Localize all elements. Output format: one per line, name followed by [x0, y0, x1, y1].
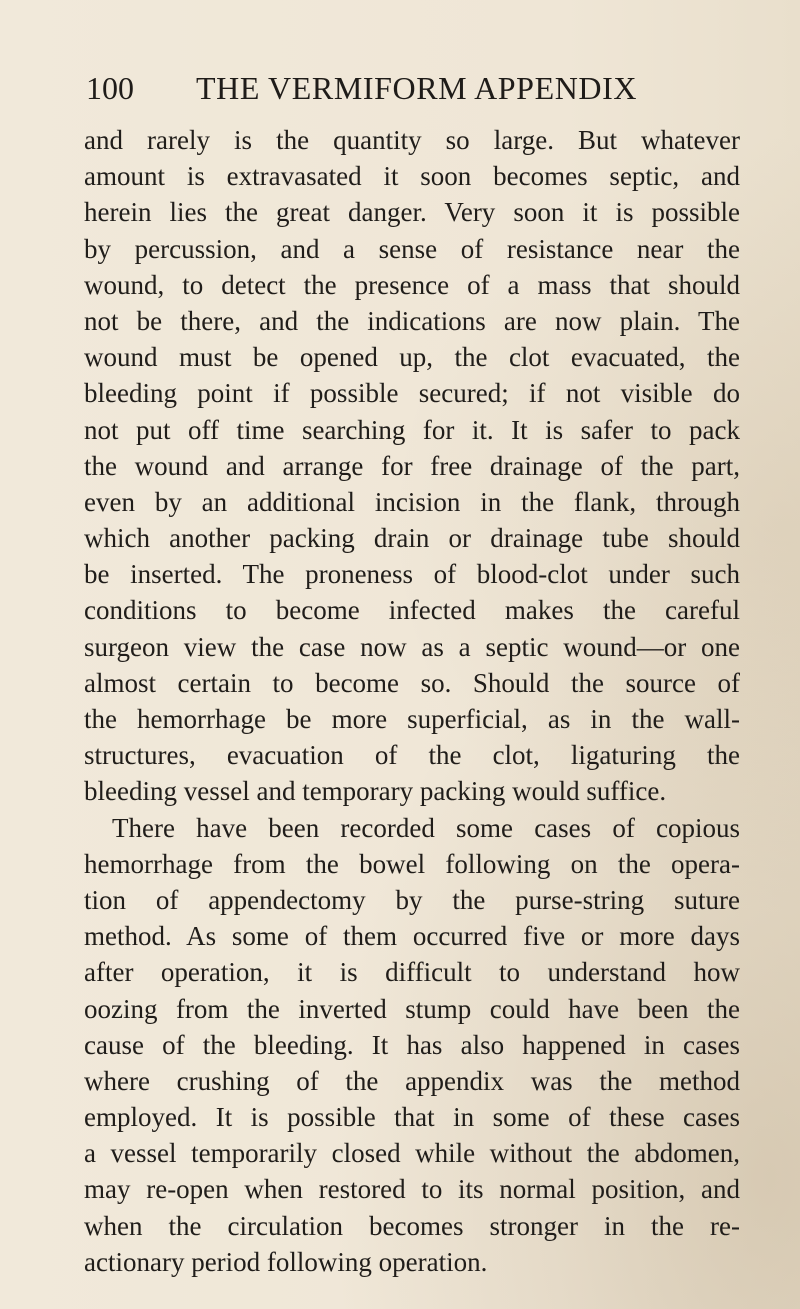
text-line: even by an additional incision in the flank, through [84, 486, 740, 517]
text-line: when the circulation becomes stronger in the re- [84, 1210, 740, 1241]
text-line: may re-open when restored to its normal position, and [84, 1174, 740, 1205]
text-line: bleeding point if possible secured; if not visible do [84, 378, 740, 409]
text-line: and rarely is the quantity so large. But whatever [84, 125, 740, 155]
running-title: THE VERMIFORM APPENDIX [196, 70, 638, 106]
text-line: which another packing drain or drainage tube should [84, 523, 740, 554]
text-line: tion of appendectomy by the purse-string suture [84, 884, 740, 915]
text-line: the hemorrhage be more superficial, as in the wall- [84, 704, 740, 734]
text-line: wound must be opened up, the clot evacuated, the [84, 342, 740, 373]
text-line: a vessel temporarily closed while without the abdomen, [84, 1138, 740, 1169]
text-line: not put off time searching for it. It is safer to pack [84, 414, 740, 445]
text-line: wound, to detect the presence of a mass that should [84, 269, 740, 300]
text-line: cause of the bleeding. It has also happened in cases [84, 1029, 740, 1060]
text-line: amount is extravasated it soon becomes septic, and [84, 161, 740, 192]
text-line: employed. It is possible that in some of these cases [84, 1102, 740, 1133]
text-line: conditions to become infected makes the careful [84, 595, 740, 626]
running-head [86, 66, 736, 110]
text-line: surgeon view the case now as a septic wound—or one [84, 631, 740, 662]
text-line: oozing from the inverted stump could have been the [84, 993, 740, 1024]
text-line: by percussion, and a sense of resistance near the [84, 233, 740, 264]
text-line: bleeding vessel and temporary packing would suffice. [84, 776, 667, 807]
text-line: herein lies the great danger. Very soon it is possible [84, 197, 740, 228]
text-line: structures, evacuation of the clot, ligaturing the [84, 740, 740, 771]
text-line: almost certain to become so. Should the source of [84, 667, 740, 698]
text-line: hemorrhage from the bowel following on the opera- [84, 848, 740, 879]
text-line: be inserted. The proneness of blood-clot under such [84, 559, 740, 590]
text-line: after operation, it is difficult to understand how [84, 957, 740, 988]
text-line: where crushing of the appendix was the method [84, 1065, 740, 1096]
text-line: the wound and arrange for free drainage of the part, [84, 450, 740, 481]
text-line: method. As some of them occurred five or more days [84, 921, 740, 952]
text-line: There have been recorded some cases of copious [112, 812, 740, 843]
text-line: actionary period following operation. [84, 1246, 488, 1277]
body-text [84, 122, 740, 1280]
page-number: 100 [86, 70, 134, 106]
text-line: not be there, and the indications are now plain. The [84, 305, 740, 336]
